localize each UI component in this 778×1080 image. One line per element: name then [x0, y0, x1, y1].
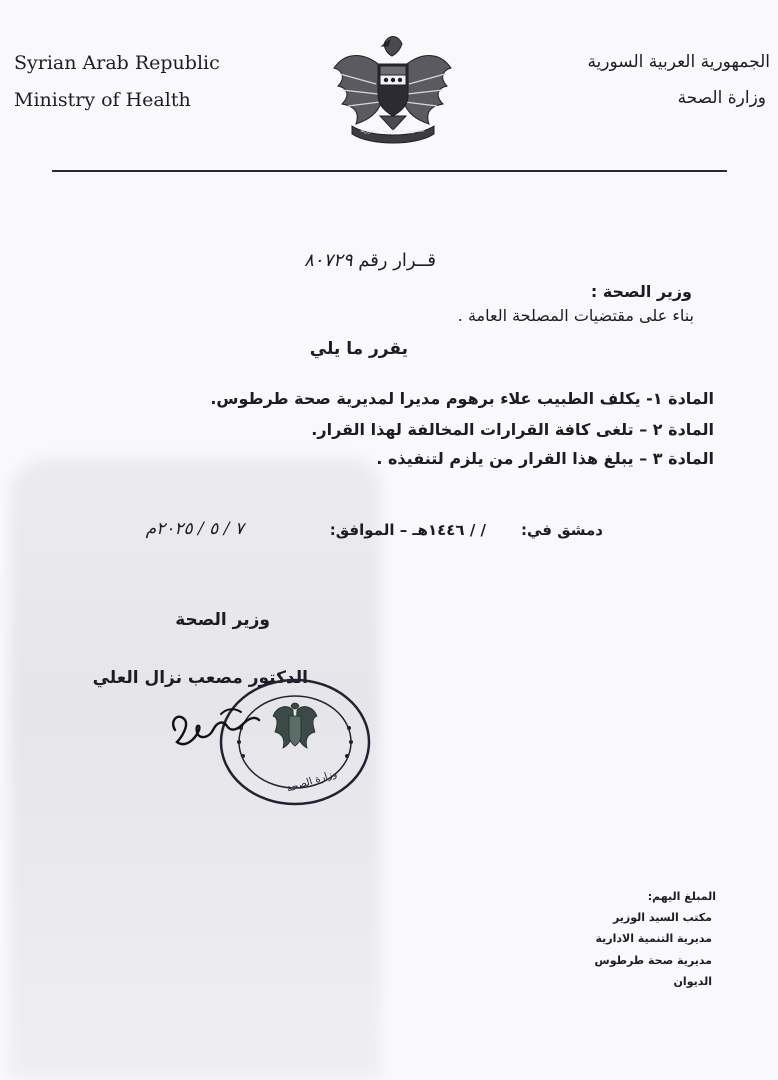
signatory-title: وزير الصحة: [175, 610, 270, 630]
ministry-arabic: وزارة الصحة: [677, 88, 766, 108]
recipient-item: مكتب السيد الوزير: [612, 911, 712, 924]
country-english: Syrian Arab Republic: [14, 52, 220, 74]
recipients-heading: المبلغ اليهم:: [647, 890, 716, 903]
decision-title: [304, 250, 436, 271]
header-divider: [52, 170, 727, 172]
article-1: المادة ١- يكلف الطبيب علاء برهوم مديرا لمديرية صحة طرطوس.: [210, 389, 714, 408]
date-place: دمشق في:: [521, 521, 603, 539]
stamp-text: وزارة الصحة: [285, 768, 339, 795]
decision-title-label: قــرار رقم: [358, 250, 436, 271]
ministry-english: Ministry of Health: [14, 89, 191, 111]
date-gregorian: ٧ / ٥ / ٢٠٢٥م: [145, 519, 244, 539]
minister-heading: وزير الصحة :: [590, 282, 692, 301]
recipient-item: مديرية صحة طرطوس: [594, 954, 712, 967]
recipient-item: مديرية التنمية الادارية: [595, 932, 712, 945]
handwritten-signature: [165, 690, 265, 760]
recipient-item: الديوان: [673, 975, 712, 988]
emblem-banner-text: الجمهورية العربية السورية: [360, 127, 425, 134]
date-hijri: / / ١٤٤٦هـ – الموافق:: [329, 521, 486, 539]
article-3: المادة ٣ – يبلغ هذا القرار من يلزم لتنفيذه .: [376, 449, 714, 468]
country-arabic: الجمهورية العربية السورية: [587, 52, 770, 72]
article-2: المادة ٢ – تلغى كافة القرارات المخالفة لهذا القرار.: [311, 420, 714, 439]
decides-heading: يقرر ما يلي: [309, 339, 408, 359]
signatory-name: الدكتور مصعب نزال العلي: [92, 668, 308, 688]
preamble-basis: بناء على مقتضيات المصلحة العامة .: [457, 306, 694, 325]
decision-number: ٨٠٧٢٩: [304, 250, 353, 271]
